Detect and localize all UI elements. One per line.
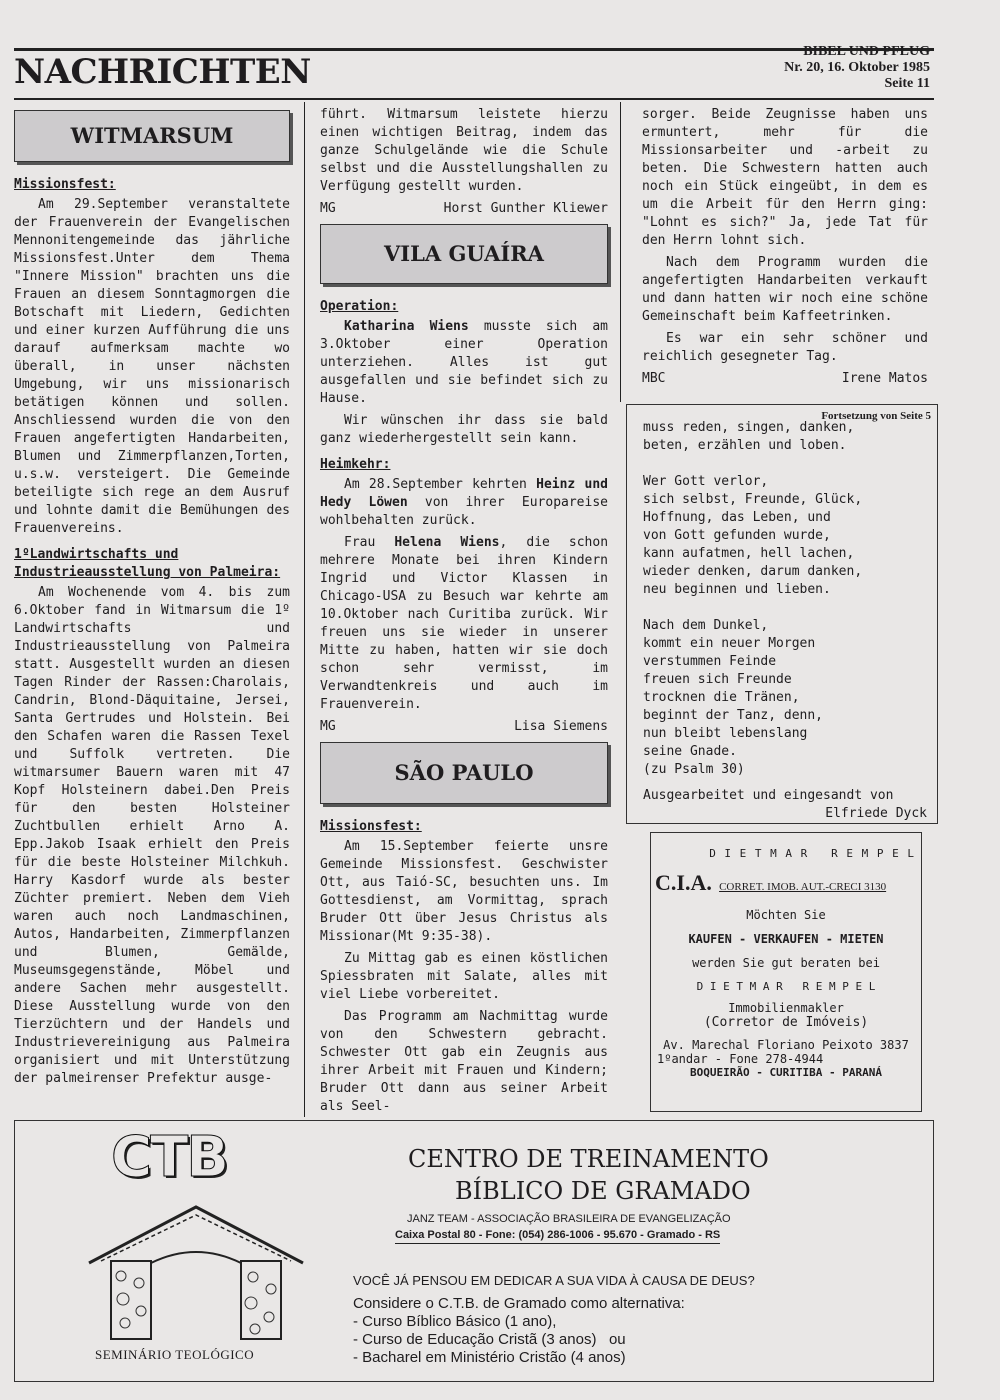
column-divider-1 (304, 102, 305, 1117)
subhead-missionsfest: Missionsfest: (14, 177, 116, 192)
ad-line: werden Sie gut beraten bei (692, 956, 880, 970)
masthead-rule (14, 98, 934, 100)
article-operation-2: Wir wünschen ihr dass sie bald ganz wiederhergestellt sein kann. (320, 413, 608, 446)
ctb-title-2: BÍBLICO DE GRAMADO (455, 1177, 751, 1205)
ctb-question: VOCÊ JÁ PENSOU EM DEDICAR A SUA VIDA À CAUSA DE DEUS? (353, 1273, 755, 1288)
poem-line: (zu Psalm 30) (643, 762, 745, 777)
article-col3-1: sorger. Beide Zeugnisse haben uns ermuntert, mehr für die Missionsarbeiter und -arbeit zu beten. Die Schwestern hatten auch noch ein Stück eingeübt, in dem es um die Arbeit für den Herrn ging: "Lohnt es sich?" Ja, jede Tat für den Herrn lohnt sich. (642, 107, 928, 248)
subhead-ausstellung: 1ºLandwirtschafts und Industrieausstellung von Palmeira: (14, 547, 281, 580)
article-col3-3: Es war ein sehr schöner und reichlich gesegneter Tag. (642, 331, 928, 364)
poem-line: seine Gnade. (643, 744, 737, 759)
person-name: Katharina Wiens (344, 319, 469, 334)
poem-line: wieder denken, darum danken, (643, 564, 863, 579)
poem-line: Wer Gott verlor, (643, 474, 769, 489)
issue-line: Nr. 20, 16. Oktober 1985 (784, 60, 930, 75)
signature-author-3: Irene Matos (841, 371, 928, 386)
ctb-title-1: CENTRO DE TREINAMENTO (408, 1145, 769, 1173)
signature-row-3 (642, 370, 928, 388)
ctb-course-3: - Bacharel em Ministério Cristão (4 anos) (353, 1349, 626, 1366)
ad-line: Immobilienmakler (728, 1001, 844, 1015)
ctb-course-1: - Curso Bíblico Básico (1 ano), (353, 1313, 557, 1330)
poem-line: beten, erzählen und loben. (643, 438, 847, 453)
section-head-sao-paulo: SÃO PAULO (320, 742, 608, 804)
poem-line: verstummen Feinde (643, 654, 777, 669)
ctb-consider: Considere o C.T.B. de Gramado como alternativa: (353, 1295, 685, 1312)
heimkehr2-post: , die schon mehrere Monate bei ihren Kindern Ingrid und Victor Klassen in Chicago-USA zu Besuch war kehrte am 10.Oktober nach Curitiba zurück. Wir freuen uns sie wieder in unserer Mitte zu haben, hatten wir sie doch schon sehr vermisst, im Verwandtenkreis und auch im Frauenverein. (320, 535, 609, 712)
column-1 (14, 106, 290, 1092)
ad-line: Av. Marechal Floriano Peixoto 3837 (663, 1038, 909, 1052)
signature-initials-2: MG (320, 719, 336, 734)
ctb-contact: Caixa Postal 80 - Fone: (054) 286-1006 - 95.670 - Gramado - RS (395, 1229, 720, 1244)
signature-initials: MG (320, 201, 336, 216)
publication-info (784, 44, 930, 92)
column-divider-2 (620, 102, 621, 402)
column-3 (642, 106, 928, 394)
article-ausstellung: Am Wochenende vom 4. bis zum 6.Oktober fand in Witmarsum die 1º Landwirtschafts und Industrieausstellung von Palmeira statt. Ausgestellt wurden an diesen Tagen Rinder der Rassen:Charolais, Candrin, Blond-Däquitaine, Jersei, Santa Gertrudes und Holstein. Bei den Schafen waren die Rassen Texel und Suffolk vertreten. Die witmarsumer Bauern waren mit 47 Kopf Holsteinern dabei.Den Preis für den besten Holsteiner Zuchtbullen erhielt Arno A. Epp.Jakob Isaak erhielt den Preis für die beste Holsteiner Milchkuh. Harry Kasdorf wurde als bester Züchter premiert. Neben dem Vieh waren auch noch Landmaschinen, Autos, Handarbeiten, Zimmerpflanzen und Blumen, Gemälde, Museumsgegenstände, Möbel und andere Sachen mehr ausgestellt. Diese Ausstellung wurde von den Tierzüchtern und der Handels und Industrievereinigung aus Palmeira organisiert und mit Unterstützung der palmeirenser Prefektur ausge- (14, 585, 290, 1086)
publication-name: BIBEL UND PFLUG (803, 44, 930, 59)
poem-author: Elfriede Dyck (825, 806, 927, 821)
page-number: Seite 11 (884, 76, 930, 91)
article-operation (320, 318, 608, 408)
poem-line: kann aufatmen, hell lachen, (643, 546, 855, 561)
ctb-seal-text: SEMINÁRIO TEOLÓGICO (95, 1347, 255, 1362)
poem-line: neu beginnen und lieben. (643, 582, 831, 597)
poem-line: von Gott gefunden wurde, (643, 528, 831, 543)
ad-cia: C.I.A. (655, 870, 712, 895)
house-logo-icon (81, 1201, 311, 1341)
poem-line (643, 599, 927, 617)
signature-row (320, 200, 608, 218)
ctb-course-2: - Curso de Educação Cristã (3 anos) ou (353, 1331, 626, 1348)
ad-line: 1ºandar - Fone 278-4944 (657, 1052, 824, 1066)
poem-line: muss reden, singen, danken, (643, 420, 855, 435)
article-sp-1: Am 15.September feierte unsre Gemeinde Missionsfest. Geschwister Ott, aus Taió-SC, besuchten uns. Im Gottesdienst, am Vormittag, sprach Bruder Ott über Jesus Christus als Missionar(Mt 9:35-38). (320, 839, 608, 944)
real-estate-ad (650, 832, 922, 1112)
article-missionsfest: Am 29.September veranstaltete der Frauenverein der Evangelischen Mennonitengemeinde das jährliche Missionsfest.Unter dem Thema "Innere Mission" brachten uns die Frauen an diesem Sonntagmorgen die Botschaft mit Liedern, Gedichten und einer kurzen Aufführung die uns darauf aufmerksam machte wo überall, in unser nächsten Umgebung, wir uns missionarisch betätigen können und sollen. Anschliessend wurden die von den Frauen angefertigten Handarbeiten, Blumen und Zimmerpflanzen,Torten, u.s.w. versteigert. Die Gemeinde beteiligte sich rege an dem Ausruf und lohnte damit die Bemühungen des Frauenvereins. (14, 197, 290, 536)
article-heimkehr-2 (320, 534, 608, 714)
subhead-heimkehr: Heimkehr: (320, 457, 391, 472)
person-name-2: Helena Wiens (394, 535, 500, 550)
operation-text: musste sich am 3.Oktober einer Operation unterziehen. Alles ist gut ausgefallen und sie befindet sich zu Hause. (320, 319, 608, 406)
signature-author: Horst Gunther Kliewer (443, 201, 608, 216)
heimkehr-post: von ihrer Europareise wohlbehalten zurück. (320, 495, 608, 528)
article-sp-3: Das Programm am Nachmittag wurde von den Schwestern gebracht. Schwester Ott gab ein Zeugnis aus ihrer Arbeit mit Frauen und Kindern; Bruder Ott dann aus seiner Arbeit als Seel- (320, 1009, 608, 1114)
section-head-witmarsum: WITMARSUM (14, 110, 290, 162)
ad-line: D I E T M A R R E M P E L (696, 980, 876, 993)
poem-line: Nach dem Dunkel, (643, 618, 769, 633)
article-col3-2: Nach dem Programm wurden die angefertigten Handarbeiten verkauft und dann hatten wir noch eine schöne Gemeinschaft beim Kaffeetrinken. (642, 255, 928, 324)
ad-line: Möchten Sie (746, 908, 826, 922)
ad-company-row (651, 870, 921, 896)
poem-line: sich selbst, Freunde, Glück, (643, 492, 863, 507)
page-title: NACHRICHTEN (14, 52, 311, 92)
ctb-logo: CTB (111, 1125, 227, 1190)
heimkehr-pre: Am 28.September kehrten (344, 477, 537, 492)
poem-line: trocknen die Tränen, (643, 690, 800, 705)
signature-author-2: Lisa Siemens (514, 719, 608, 734)
poem-line: beginnt der Tanz, denn, (643, 708, 824, 723)
signature-initials-3: MBC (642, 371, 666, 386)
continuation-note: Fortsetzung von Seite 5 (821, 410, 931, 422)
ctb-ad (14, 1120, 934, 1382)
article-continuation: führt. Witmarsum leistete hierzu einen wichtigen Beitrag, indem das ganze Schulgelände wie die Schule selbst und die Ausstellungshallen zu Verfügung gestellt wurden. (320, 107, 608, 194)
section-head-vila-guaira: VILA GUAÍRA (320, 224, 608, 284)
column-2 (320, 106, 608, 1120)
person-names: Heinz und Hedy Löwen (320, 477, 608, 510)
ad-creci: CORRET. IMOB. AUT.-CRECI 3130 (719, 881, 887, 893)
ad-line: BOQUEIRÃO - CURITIBA - PARANÁ (689, 1066, 883, 1079)
poem-box (626, 404, 938, 824)
subhead-operation: Operation: (320, 299, 399, 314)
signature-row-2 (320, 718, 608, 736)
ad-line: KAUFEN - VERKAUFEN - MIETEN (688, 932, 884, 946)
poem-footer: Ausgearbeitet und eingesandt von (643, 788, 894, 803)
poem-line: freuen sich Freunde (643, 672, 792, 687)
poem-line: Hoffnung, das Leben, und (643, 510, 831, 525)
ad-line: (Corretor de Imóveis) (703, 1015, 869, 1030)
poem-line (643, 455, 927, 473)
ad-name-top: D I E T M A R R E M P E L (709, 847, 915, 860)
subhead-missionsfest-sp: Missionsfest: (320, 819, 422, 834)
poem-line: nun bleibt lebenslang (643, 726, 808, 741)
heimkehr2-pre: Frau (344, 535, 395, 550)
article-heimkehr (320, 476, 608, 530)
ctb-subtitle: JANZ TEAM - ASSOCIAÇÃO BRASILEIRA DE EVANGELIZAÇÃO (407, 1213, 731, 1225)
poem-line: kommt ein neuer Morgen (643, 636, 816, 651)
article-sp-2: Zu Mittag gab es einen köstlichen Spiessbraten mit Salate, alles mit viel Liebe vorbereitet. (320, 951, 608, 1002)
